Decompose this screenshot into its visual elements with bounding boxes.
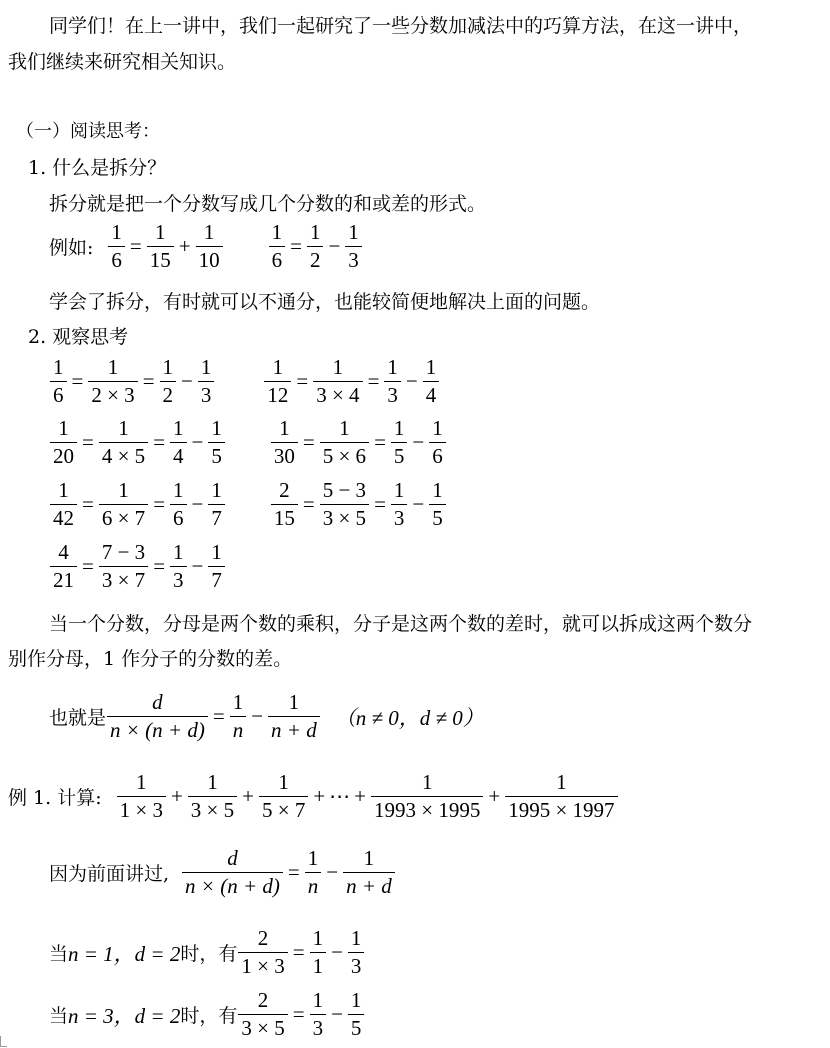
denominator: 1 × 3: [238, 952, 287, 979]
denominator: 21: [50, 566, 77, 593]
operator: =: [153, 554, 166, 578]
fraction: [429, 416, 446, 469]
numerator: 1: [312, 988, 324, 1012]
denominator: 3: [384, 381, 401, 408]
numerator: 1: [162, 355, 174, 379]
operator: −: [326, 860, 339, 884]
numerator: 1: [173, 416, 184, 440]
fraction: [117, 770, 166, 823]
denominator: 42: [50, 504, 77, 531]
numerator: d: [227, 846, 238, 870]
denominator: 5 × 6: [320, 442, 369, 469]
observation-row-3: [49, 478, 447, 531]
fraction: [88, 355, 137, 408]
fraction: [99, 416, 148, 469]
fraction: [271, 478, 298, 531]
operator: =: [302, 430, 315, 454]
operator: =: [82, 554, 94, 578]
numerator: 5 − 3: [322, 478, 367, 502]
denominator: 6 × 7: [99, 504, 148, 531]
numerator: 1: [53, 355, 64, 379]
fraction: [170, 478, 187, 531]
fraction: [50, 416, 77, 469]
fraction: [320, 416, 369, 469]
denominator: 6: [50, 381, 67, 408]
denominator: 2: [307, 246, 324, 273]
operator: =: [292, 940, 305, 964]
numerator: 1: [421, 770, 433, 794]
fraction: [384, 355, 401, 408]
fraction: [391, 416, 408, 469]
operator: −: [405, 369, 418, 393]
denominator: n: [305, 872, 322, 899]
denominator: 15: [271, 504, 298, 531]
denominator: 4: [170, 442, 187, 469]
numerator: 1: [232, 690, 244, 714]
fraction: [170, 540, 187, 593]
fraction: [310, 988, 327, 1041]
fraction: [313, 355, 362, 408]
fraction: [196, 220, 223, 273]
numerator: 1: [307, 846, 319, 870]
fraction: [343, 846, 395, 899]
operator: −: [181, 369, 193, 393]
numerator: 1: [211, 416, 222, 440]
denominator: 1995 × 1997: [505, 796, 617, 823]
denominator: 3: [198, 381, 215, 408]
numerator: 1: [173, 540, 184, 564]
fraction: [99, 478, 148, 531]
numerator: 1: [136, 770, 147, 794]
fraction: [348, 988, 365, 1041]
numerator: 1: [107, 355, 119, 379]
section-title: （一）阅读思考：: [16, 121, 160, 142]
question-1-definition: 拆分就是把一个分数写成几个分数的和或差的形式。: [49, 193, 487, 215]
operator: +: [170, 784, 183, 808]
rule-line-1: 当一个分数，分母是两个数的乘积，分子是这两个数的差时，就可以拆成这两个数分: [49, 613, 753, 635]
operator: +: [354, 784, 367, 808]
example-1-row: 例 1. 计算: $\frac{1}{1 \times 3}$ + $\frac{1}{3 \times 5}$ + $\frac{1}{5 \times 7}$ + ⋯ + $\frac{1}{1993 \times 1995}$ + $\frac{1}{1995 \times 1997}$: [8, 770, 619, 823]
fraction: [108, 220, 125, 273]
operator: +: [178, 234, 191, 258]
denominator: 5 × 7: [259, 796, 308, 823]
fraction: [208, 540, 225, 593]
numerator: 1: [312, 926, 324, 950]
denominator: 15: [147, 246, 174, 273]
fraction: [170, 416, 187, 469]
numerator: 1: [339, 416, 350, 440]
numerator: 1: [207, 770, 218, 794]
operator: =: [296, 369, 309, 393]
denominator: 7: [208, 504, 225, 531]
case-1-row: 当 n = 1，d = 2 时，有 $\frac{2}{1 \times 3}$ = $\frac{1}{1}$ − $\frac{1}{3}$: [49, 926, 365, 979]
operator: +: [488, 784, 501, 808]
general-formula-row: 也就是 $\frac{d}{n \times (n + d)}$ = $\frac{1}{n}$ − $\frac{1}{n + d}$ （n ≠ 0，d ≠ 0）: [49, 690, 484, 742]
fraction: [50, 540, 77, 593]
numerator: 1: [211, 478, 222, 502]
denominator: 2 × 3: [88, 381, 137, 408]
operator: =: [302, 492, 315, 516]
fraction: [208, 416, 225, 469]
denominator: 5: [391, 442, 408, 469]
fraction: [271, 416, 298, 469]
denominator: 3: [345, 246, 362, 273]
operator: +: [313, 784, 326, 808]
denominator: 3: [310, 1014, 327, 1041]
denominator: n + d: [343, 872, 395, 899]
denominator: 3: [391, 504, 408, 531]
fraction: [423, 355, 440, 408]
fraction: [268, 690, 320, 743]
fraction: [182, 846, 283, 899]
operator: =: [153, 492, 166, 516]
numerator: 4: [58, 540, 69, 564]
fraction: [391, 478, 408, 531]
page-corner-mark: [0, 1036, 7, 1047]
denominator: 30: [271, 442, 298, 469]
numerator: 2: [257, 988, 269, 1012]
denominator: 5: [208, 442, 225, 469]
intro-line-2: 我们继续来研究相关知识。: [8, 51, 237, 73]
denominator: 4 × 5: [99, 442, 148, 469]
rule-line-2: 别作分母，1 作分子的分数的差。: [8, 648, 293, 670]
denominator: 10: [196, 246, 223, 273]
denominator: 3 × 7: [99, 566, 148, 593]
fraction: [264, 355, 291, 408]
numerator: 1: [118, 478, 129, 502]
fraction: [305, 846, 322, 899]
numerator: 1: [58, 416, 69, 440]
fraction: [320, 478, 369, 531]
operator: −: [328, 234, 341, 258]
operator: −: [331, 940, 343, 964]
question-1-note: 学会了拆分，有时就可以不通分，也能较简便地解决上面的问题。: [49, 291, 601, 313]
denominator: 7: [208, 566, 225, 593]
numerator: 1: [332, 355, 344, 379]
denominator: n + d: [268, 716, 320, 743]
operator: −: [191, 492, 204, 516]
numerator: 1: [393, 478, 405, 502]
denominator: 5: [429, 504, 446, 531]
numerator: 1: [200, 355, 212, 379]
fraction: [307, 220, 324, 273]
denominator: 3 × 5: [320, 504, 369, 531]
operator: =: [212, 704, 225, 728]
fraction: [269, 220, 286, 273]
observation-row-1: [49, 355, 440, 408]
fraction: [505, 770, 617, 823]
numerator: 1: [348, 220, 359, 244]
denominator: 6: [429, 442, 446, 469]
numerator: 1: [155, 220, 166, 244]
operator: =: [290, 234, 302, 258]
numerator: 1: [425, 355, 437, 379]
denominator: 4: [423, 381, 440, 408]
operator: +: [242, 784, 254, 808]
numerator: 1: [432, 416, 443, 440]
denominator: 6: [108, 246, 125, 273]
fraction: [99, 540, 148, 593]
numerator: 2: [257, 926, 269, 950]
denominator: 2: [160, 381, 177, 408]
observation-row-2: [49, 416, 447, 469]
denominator: 1993 × 1995: [371, 796, 483, 823]
fraction: [345, 220, 362, 273]
fraction: [50, 478, 77, 531]
question-1-title: 1. 什么是拆分？: [28, 157, 167, 179]
denominator: 3 × 4: [313, 381, 362, 408]
operator: =: [292, 1002, 305, 1026]
numerator: 1: [350, 988, 362, 1012]
intro-line-1: 同学们！在上一讲中，我们一起研究了一些分数加减法中的巧算方法，在这一讲中，: [49, 15, 753, 37]
formula-condition: （n ≠ 0，d ≠ 0）: [334, 705, 484, 730]
operator: =: [82, 492, 94, 516]
fraction: [198, 355, 215, 408]
numerator: 1: [58, 478, 69, 502]
numerator: 1: [118, 416, 129, 440]
fraction: [238, 988, 287, 1041]
example-label: 例如:: [49, 237, 94, 259]
fraction: [310, 926, 327, 979]
fraction: [107, 690, 208, 743]
fraction: [208, 478, 225, 531]
fraction: [147, 220, 174, 273]
case-2-row: 当 n = 3，d = 2 时，有 $\frac{2}{3 \times 5}$ = $\frac{1}{3}$ − $\frac{1}{5}$: [49, 988, 365, 1041]
operator: −: [331, 1002, 343, 1026]
numerator: 7 − 3: [101, 540, 146, 564]
fraction: [160, 355, 177, 408]
denominator: n × (n + d): [107, 716, 208, 743]
operator: =: [129, 234, 142, 258]
denominator: n: [230, 716, 247, 743]
fraction: [429, 478, 446, 531]
denominator: n × (n + d): [182, 872, 283, 899]
operator: −: [251, 704, 264, 728]
numerator: 1: [350, 926, 362, 950]
numerator: d: [152, 690, 163, 714]
observation-row-4: [49, 540, 226, 593]
split-example-row: [49, 220, 363, 273]
denominator: 1: [310, 952, 327, 979]
denominator: 20: [50, 442, 77, 469]
operator: =: [153, 430, 166, 454]
numerator: 1: [432, 478, 443, 502]
numerator: 1: [393, 416, 405, 440]
operator: −: [191, 430, 204, 454]
numerator: 1: [173, 478, 184, 502]
numerator: 1: [111, 220, 122, 244]
fraction: [259, 770, 308, 823]
operator: −: [412, 492, 425, 516]
operator: =: [82, 430, 94, 454]
numerator: 1: [279, 416, 290, 440]
numerator: 1: [272, 355, 284, 379]
numerator: 1: [309, 220, 321, 244]
denominator: 3 × 5: [238, 1014, 287, 1041]
operator: −: [191, 554, 204, 578]
fraction: [230, 690, 247, 743]
numerator: 1: [211, 540, 222, 564]
operator: =: [374, 492, 386, 516]
numerator: 1: [556, 770, 567, 794]
operator: =: [142, 369, 155, 393]
operator: −: [412, 430, 425, 454]
operator: =: [287, 860, 300, 884]
operator: =: [71, 369, 84, 393]
denominator: 6: [269, 246, 286, 273]
numerator: 1: [278, 770, 289, 794]
denominator: 6: [170, 504, 187, 531]
numerator: 1: [288, 690, 300, 714]
because-row: 因为前面讲过, $\frac{d}{n \times (n + d)}$ = $\frac{1}{n}$ − $\frac{1}{n + d}$: [49, 846, 396, 899]
question-2-title: 2. 观察思考: [28, 326, 129, 348]
denominator: 12: [264, 381, 291, 408]
denominator: 3: [170, 566, 187, 593]
example-1-label: 例 1. 计算:: [8, 787, 102, 809]
fraction: [348, 926, 365, 979]
operator: =: [374, 430, 386, 454]
fraction: [238, 926, 287, 979]
numerator: 1: [271, 220, 283, 244]
numerator: 1: [203, 220, 215, 244]
denominator: 1 × 3: [117, 796, 166, 823]
numerator: 1: [387, 355, 398, 379]
denominator: 5: [348, 1014, 365, 1041]
fraction: [371, 770, 483, 823]
numerator: 2: [279, 478, 290, 502]
fraction: [50, 355, 67, 408]
numerator: 1: [363, 846, 375, 870]
operator: =: [367, 369, 380, 393]
fraction: [188, 770, 237, 823]
denominator: 3 × 5: [188, 796, 237, 823]
denominator: 3: [348, 952, 365, 979]
